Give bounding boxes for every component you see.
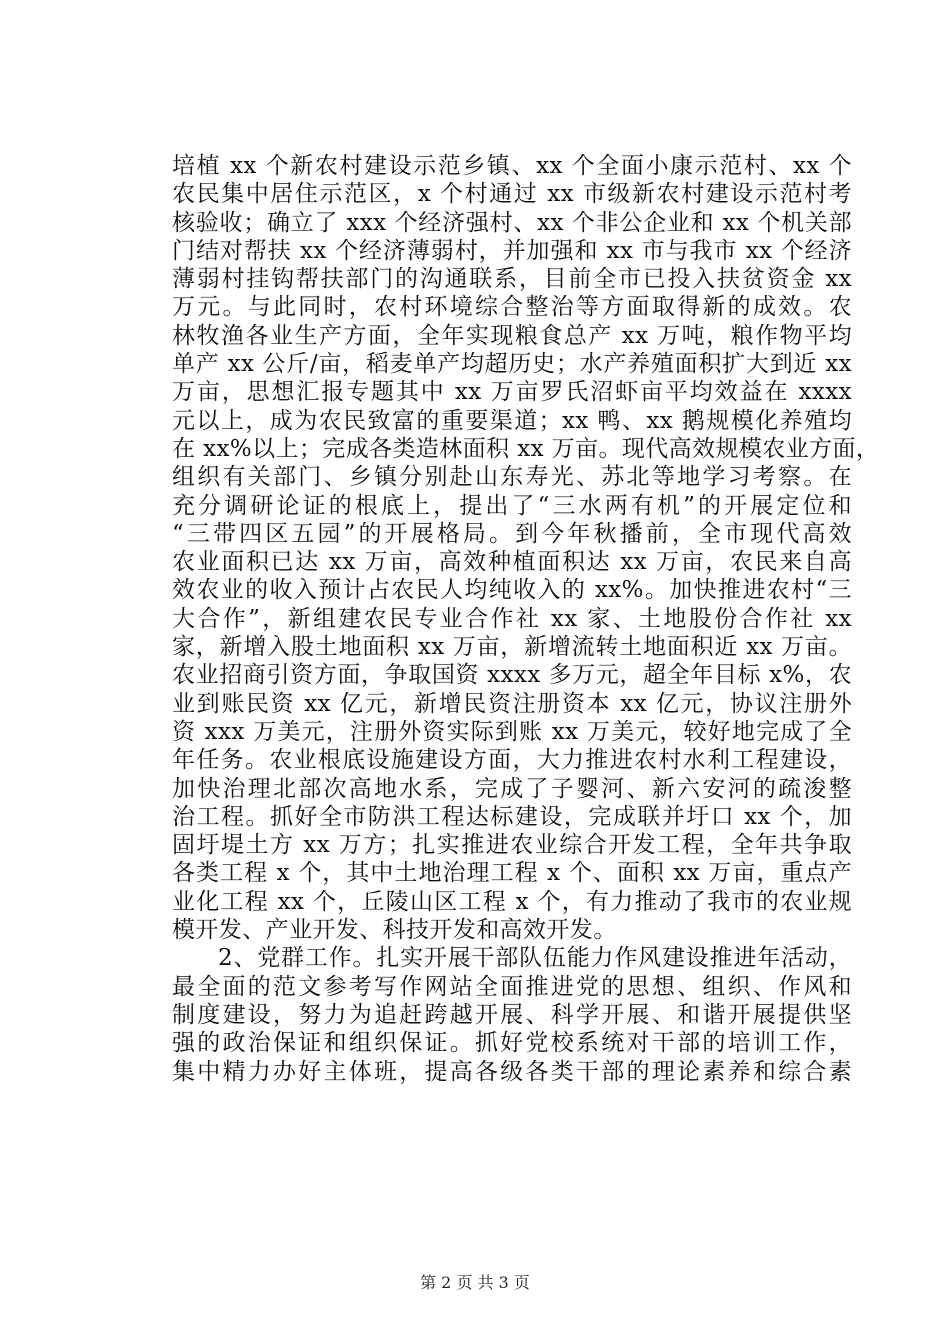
text-line: 组织有关部门、乡镇分别赴山东寿光、苏北等地学习考察。在 (172, 464, 852, 491)
text-line: 资 xxx 万美元，注册外资实际到账 xx 万美元，较好地完成了全 (172, 718, 852, 745)
text-line: 最全面的范文参考写作网站全面推进党的思想、组织、作风和 (172, 973, 852, 1000)
text-line: 在 xx%以上；完成各类造林面积 xx 万亩。现代高效规模农业方面， (172, 435, 880, 462)
text-line: 薄弱村挂钩帮扶部门的沟通联系，目前全市已投入扶贫资金 xx (172, 266, 852, 293)
text-line: 业到账民资 xx 亿元，新增民资注册资本 xx 亿元，协议注册外 (172, 690, 852, 717)
text-line: 治工程。抓好全市防洪工程达标建设，完成联并圩口 xx 个，加 (172, 803, 852, 830)
text-line: 家，新增入股土地面积 xx 万亩，新增流转土地面积近 xx 万亩。 (172, 634, 852, 661)
text-line: 万元。与此同时，农村环境综合整治等方面取得新的成效。农 (172, 294, 852, 321)
text-line: 2、党群工作。扎实开展干部队伍能力作风建设推进年活动， (218, 945, 852, 972)
text-line: 农民集中居住示范区，x 个村通过 xx 市级新农村建设示范村考 (172, 181, 852, 208)
text-line: 充分调研论证的根底上，提出了“三水两有机”的开展定位和 (172, 492, 852, 519)
text-line: 固圩堤土方 xx 万方；扎实推进农业综合开发工程，全年共争取 (172, 832, 852, 859)
paragraph-1 (172, 152, 880, 944)
text-line: 核验收；确立了 xxx 个经济强村、xx 个非公企业和 xx 个机关部 (172, 209, 852, 236)
text-line: 林牧渔各业生产方面，全年实现粮食总产 xx 万吨，粮作物平均 (172, 322, 852, 349)
text-line: 大合作”，新组建农民专业合作社 xx 家、土地股份合作社 xx (172, 605, 852, 632)
text-line: 农业招商引资方面，争取国资 xxxx 多万元，超全年目标 x%，农 (172, 662, 852, 689)
text-line: 培植 xx 个新农村建设示范乡镇、xx 个全面小康示范村、xx 个 (172, 153, 852, 179)
text-line: 效农业的收入预计占农民人均纯收入的 xx%。加快推进农村“三 (172, 577, 852, 604)
text-line: 门结对帮扶 xx 个经济薄弱村，并加强和 xx 市与我市 xx 个经济 (172, 237, 852, 264)
text-line: 万亩，思想汇报专题其中 xx 万亩罗氏沼虾亩平均效益在 xxxx (172, 379, 852, 406)
text-line: 强的政治保证和组织保证。抓好党校系统对干部的培训工作， (172, 1030, 852, 1057)
text-line: 各类工程 x 个，其中土地治理工程 x 个、面积 xx 万亩，重点产 (172, 860, 852, 887)
text-line: 集中精力办好主体班，提高各级各类干部的理论素养和综合素 (172, 1058, 852, 1085)
text-line: 元以上，成为农民致富的重要渠道；xx 鸭、xx 鹅规模化养殖均 (172, 407, 852, 434)
page-number-footer: 第 2 页 共 3 页 (420, 1273, 530, 1292)
text-line: 年任务。农业根底设施建设方面，大力推进农村水利工程建设， (172, 747, 852, 774)
text-line: 业化工程 xx 个，丘陵山区工程 x 个，有力推动了我市的农业规 (172, 888, 852, 915)
text-line: 农业面积已达 xx 万亩，高效种植面积达 xx 万亩，农民来自高 (172, 549, 852, 576)
body-text (172, 152, 880, 1086)
text-line: 制度建设，努力为追赶跨越开展、科学开展、和谐开展提供坚 (172, 1001, 852, 1028)
text-line: 模开发、产业开发、科技开发和高效开发。 (172, 917, 617, 944)
text-line: 单产 xx 公斤/亩，稻麦单产均超历史；水产养殖面积扩大到近 xx (172, 351, 852, 378)
text-line: 加快治理北部次高地水系，完成了子婴河、新六安河的疏浚整 (172, 775, 852, 802)
paragraph-2 (172, 944, 852, 1085)
text-line: “三带四区五园”的开展格局。到今年秋播前，全市现代高效 (172, 520, 852, 547)
